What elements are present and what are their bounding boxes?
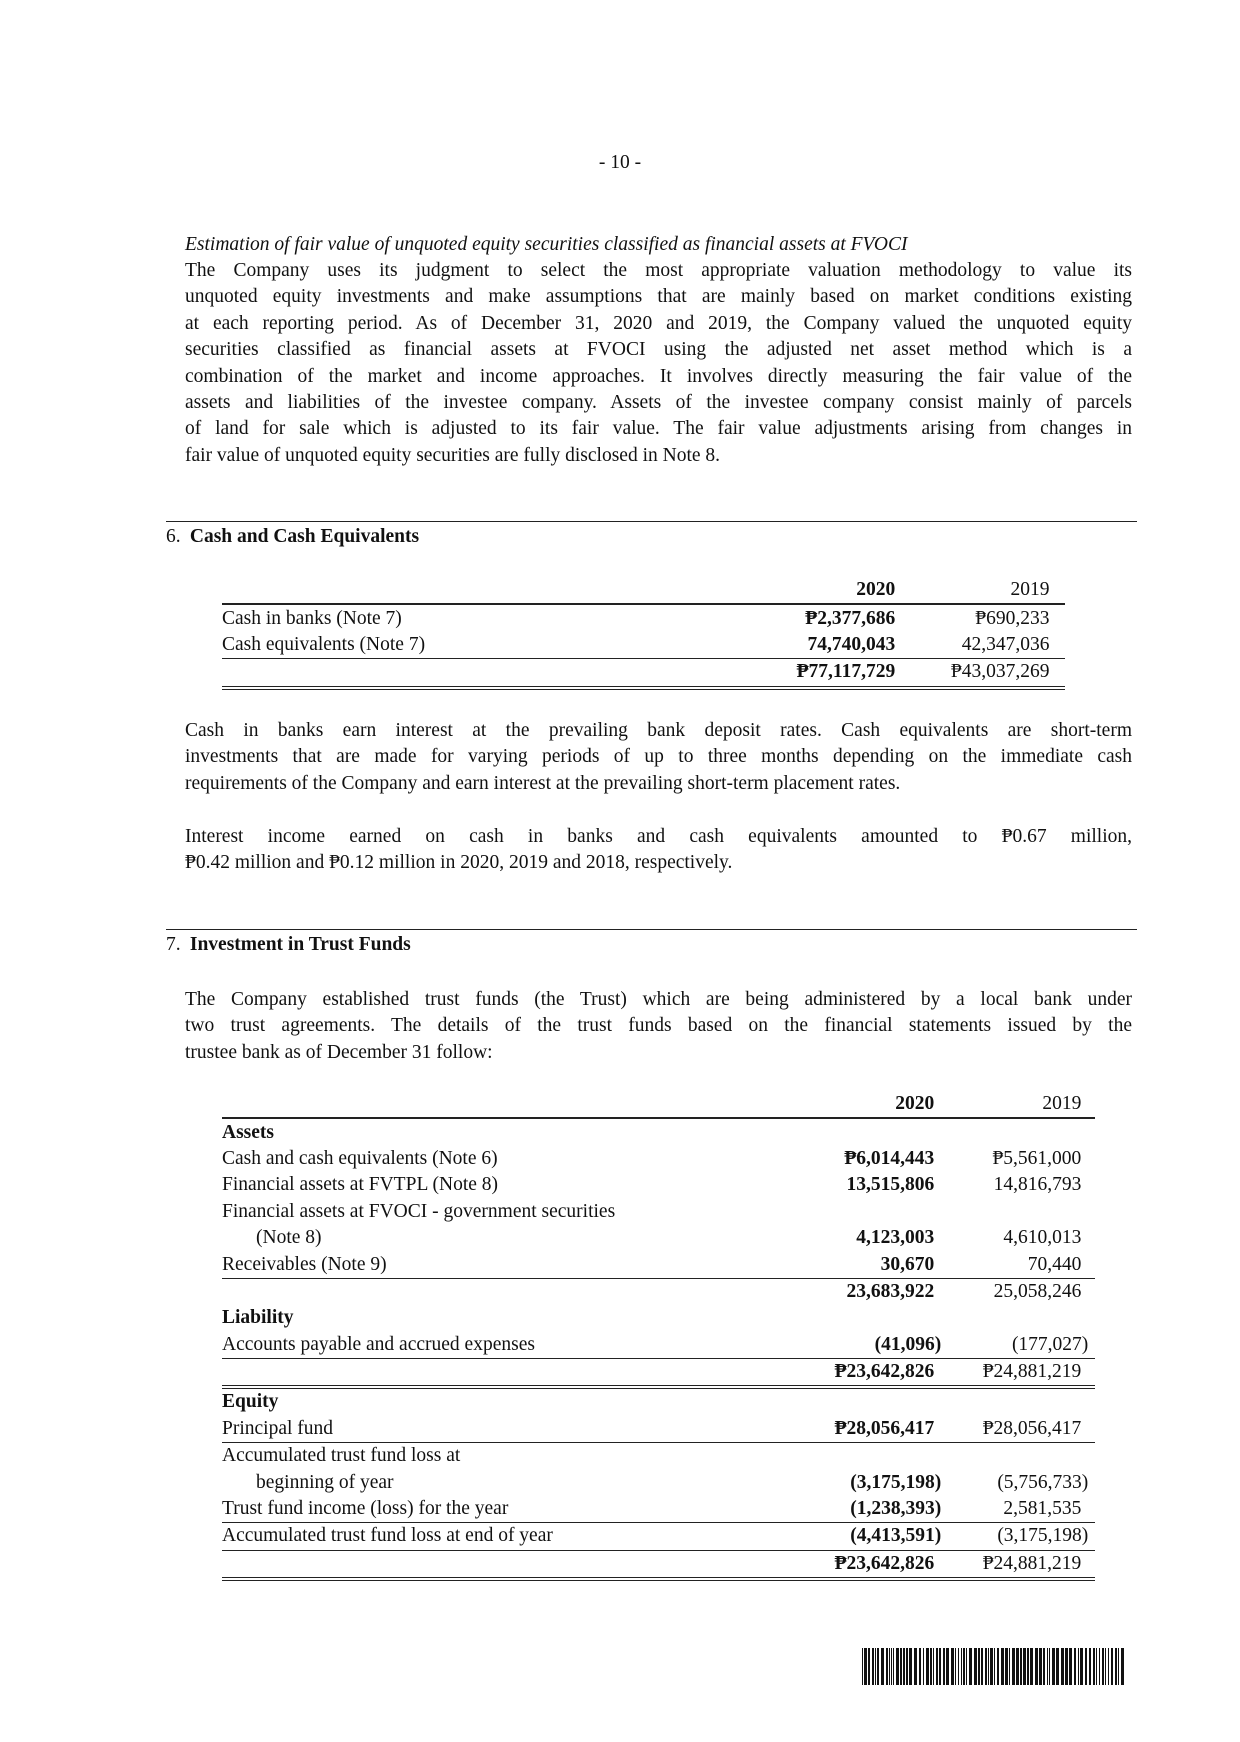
barcode-bar xyxy=(906,1648,908,1685)
barcode-bar xyxy=(990,1648,993,1685)
table-row xyxy=(222,1251,1095,1278)
barcode-bar xyxy=(877,1648,879,1685)
spacer-cell xyxy=(1088,1278,1095,1305)
row-label: Receivables (Note 9) xyxy=(222,1251,794,1278)
spacer-cell xyxy=(1088,1225,1095,1251)
value-2020 xyxy=(934,1122,941,1143)
text-line: investments that are made for varying periods of up to three months depending on the immediate cash xyxy=(185,746,1132,768)
table-row xyxy=(222,1199,1095,1225)
value-2019: ₱5,561,000 xyxy=(992,1147,1082,1169)
barcode-bar xyxy=(943,1648,945,1685)
row-label: Cash in banks (Note 7) xyxy=(222,607,402,629)
year-header: 2019 xyxy=(1010,579,1050,601)
spacer-cell xyxy=(1056,659,1065,688)
spacer-cell xyxy=(1056,604,1065,631)
value-2020: (41,096) xyxy=(874,1333,942,1355)
barcode-bar xyxy=(961,1648,962,1685)
value-2019: ₱24,881,219 xyxy=(982,1552,1082,1574)
value-2019: 14,816,793 xyxy=(993,1174,1082,1196)
table-row xyxy=(222,1550,1095,1579)
barcode-bar xyxy=(1108,1648,1109,1685)
text-line: assets and liabilities of the investee company. Assets of the investee company consist mainly of parcels xyxy=(185,391,1132,413)
text-line: ₱0.42 million and ₱0.12 million in 2020, 2019 and 2018, respectively. xyxy=(185,852,733,874)
barcode-bar xyxy=(1074,1648,1076,1685)
barcode-bar xyxy=(1105,1648,1106,1685)
page-number: - 10 - xyxy=(598,152,642,173)
barcode-bar xyxy=(974,1648,977,1685)
barcode-bar xyxy=(939,1648,941,1685)
text-line: requirements of the Company and earn interest at the prevailing short-term placement rates. xyxy=(185,772,901,794)
spacer-cell xyxy=(1088,1199,1095,1225)
value-2020: 23,683,922 xyxy=(846,1280,935,1302)
barcode-bar xyxy=(864,1648,867,1685)
year-header: 2020 xyxy=(856,579,896,601)
spacer-cell xyxy=(1056,577,1065,604)
row-label: Financial assets at FVTPL (Note 8) xyxy=(222,1174,499,1196)
barcode-bar xyxy=(1096,1648,1097,1685)
barcode-bar xyxy=(909,1648,912,1685)
section-title: Cash and Cash Equivalents xyxy=(189,526,420,547)
barcode-bar xyxy=(1118,1648,1119,1685)
value-2019: 2,581,535 xyxy=(1003,1498,1082,1520)
barcode-bar xyxy=(1115,1648,1117,1685)
value-2020: 30,670 xyxy=(880,1253,935,1275)
text-line: fair value of unquoted equity securities are fully disclosed in Note 8. xyxy=(185,444,721,466)
spacer-cell xyxy=(1088,1305,1095,1331)
row-label: Financial assets at FVOCI - government securities xyxy=(222,1200,616,1222)
table-row xyxy=(222,1225,1095,1251)
value-2020: ₱23,642,826 xyxy=(834,1552,935,1574)
text-line: Cash in banks earn interest at the prevailing bank deposit rates. Cash equivalents are short-term xyxy=(185,720,1132,741)
row-label: Accounts payable and accrued expenses xyxy=(222,1332,794,1359)
value-2020: (1,238,393) xyxy=(850,1498,942,1520)
barcode-bar xyxy=(1078,1648,1079,1685)
year-header: 2020 xyxy=(895,1093,935,1115)
row-label: Equity xyxy=(222,1391,279,1413)
value-2020: ₱2,377,686 xyxy=(805,607,896,629)
value-2019: (5,756,733) xyxy=(997,1471,1089,1493)
barcode-bar xyxy=(1001,1648,1004,1685)
barcode-bar xyxy=(1056,1648,1059,1685)
barcode-bar xyxy=(1069,1648,1072,1685)
value-2020: (4,413,591) xyxy=(850,1525,942,1547)
spacer-cell xyxy=(1088,1469,1095,1495)
row-label: Assets xyxy=(222,1121,274,1143)
row-label xyxy=(222,659,748,688)
value-2019 xyxy=(1081,1307,1088,1328)
barcode-bar xyxy=(1052,1648,1055,1685)
barcode-bar xyxy=(1102,1648,1104,1685)
barcode-bar xyxy=(1012,1648,1015,1685)
barcode-bar xyxy=(1043,1648,1045,1685)
value-2019: ₱28,056,417 xyxy=(982,1417,1082,1439)
barcode-bar xyxy=(963,1648,965,1685)
section-number: 7. xyxy=(166,934,181,955)
section-number: 6. xyxy=(166,526,181,547)
table-row xyxy=(222,1146,1095,1172)
text-line: unquoted equity investments and make assumptions that are mainly based on market conditions existing xyxy=(185,286,1132,308)
table-row xyxy=(222,1387,1095,1415)
barcode-bar xyxy=(1093,1648,1095,1685)
value-2019 xyxy=(1081,1201,1088,1222)
value-2020: 4,123,003 xyxy=(856,1227,935,1249)
table-row xyxy=(222,1496,1095,1523)
value-2020 xyxy=(934,1391,941,1412)
barcode-bar xyxy=(1027,1648,1029,1685)
section-title: Investment in Trust Funds xyxy=(189,934,411,955)
spacer-cell xyxy=(1088,1523,1095,1550)
barcode-bar xyxy=(1016,1648,1019,1685)
barcode-bar xyxy=(896,1648,899,1685)
barcode-bar xyxy=(919,1648,921,1685)
row-label: Principal fund xyxy=(222,1416,794,1443)
row-label: Liability xyxy=(222,1307,294,1329)
barcode-bar xyxy=(985,1648,987,1685)
cash-interest-paragraph xyxy=(185,718,1132,797)
value-2019: 70,440 xyxy=(1027,1253,1082,1275)
table-header-row xyxy=(222,577,1065,604)
estimation-paragraph xyxy=(185,258,1132,469)
row-label: Accumulated trust fund loss at end of year xyxy=(222,1523,794,1550)
barcode-bar xyxy=(893,1648,894,1685)
value-2019: ₱43,037,269 xyxy=(950,661,1050,683)
barcode-bar xyxy=(1065,1648,1068,1685)
barcode xyxy=(862,1648,1129,1685)
barcode-bar xyxy=(862,1648,863,1685)
spacer-cell xyxy=(1088,1251,1095,1278)
barcode-bar xyxy=(1047,1648,1048,1685)
spacer-cell xyxy=(1088,1091,1095,1118)
barcode-bar xyxy=(891,1648,892,1685)
row-label: Accumulated trust fund loss at xyxy=(222,1445,461,1467)
spacer-cell xyxy=(1088,1172,1095,1198)
table-header-row xyxy=(222,1091,1095,1118)
interest-income-paragraph xyxy=(185,824,1132,877)
barcode-bar xyxy=(1020,1648,1022,1685)
barcode-bar xyxy=(1030,1648,1033,1685)
table-row xyxy=(222,1469,1095,1495)
year-header: 2019 xyxy=(1042,1093,1082,1115)
value-2020: ₱77,117,729 xyxy=(796,661,896,683)
row-label xyxy=(222,1550,794,1579)
barcode-bar xyxy=(988,1648,989,1685)
value-2020: ₱28,056,417 xyxy=(834,1417,935,1439)
cash-equivalents-table xyxy=(222,577,1065,690)
value-2020 xyxy=(934,1445,941,1466)
row-label xyxy=(222,1358,794,1387)
spacer-cell xyxy=(1088,1358,1095,1387)
trust-funds-paragraph xyxy=(185,987,1132,1066)
table-row xyxy=(222,1172,1095,1198)
value-2019: 42,347,036 xyxy=(961,633,1050,655)
value-2020: (3,175,198) xyxy=(850,1471,942,1493)
value-2019: 25,058,246 xyxy=(993,1280,1082,1302)
table-row xyxy=(222,1118,1095,1145)
value-2019: (177,027) xyxy=(1011,1333,1089,1355)
value-2019: (3,175,198) xyxy=(997,1525,1089,1547)
value-2019 xyxy=(1081,1445,1088,1466)
spacer-cell xyxy=(1088,1118,1095,1145)
barcode-bar xyxy=(966,1648,967,1685)
value-2019 xyxy=(1081,1391,1088,1412)
barcode-bar xyxy=(1023,1648,1026,1685)
table-row xyxy=(222,1358,1095,1387)
value-2019: ₱24,881,219 xyxy=(982,1361,1082,1383)
value-2020 xyxy=(934,1201,941,1222)
barcode-bar xyxy=(1005,1648,1008,1685)
text-line: of land for sale which is adjusted to its fair value. The fair value adjustments arising from changes in xyxy=(185,418,1132,440)
table-row xyxy=(222,1305,1095,1331)
barcode-bar xyxy=(1085,1648,1087,1685)
barcode-bar xyxy=(1089,1648,1091,1685)
value-2019: ₱690,233 xyxy=(975,607,1050,629)
section-divider xyxy=(166,929,1137,930)
trust-funds-table xyxy=(222,1091,1095,1581)
barcode-bar xyxy=(1009,1648,1010,1685)
barcode-bar xyxy=(868,1648,870,1685)
text-line: The Company established trust funds (the Trust) which are being administered by a local bank under xyxy=(185,989,1132,1010)
text-line: combination of the market and income approaches. It involves directly measuring the fair value of the xyxy=(185,365,1132,387)
spacer-cell xyxy=(1088,1332,1095,1359)
value-2020: ₱6,014,443 xyxy=(844,1147,935,1169)
header-cell xyxy=(222,1091,794,1118)
barcode-bar xyxy=(872,1648,874,1685)
row-label: beginning of year xyxy=(256,1471,394,1493)
value-2020: 13,515,806 xyxy=(846,1174,935,1196)
row-label: (Note 8) xyxy=(256,1227,322,1249)
barcode-bar xyxy=(997,1648,999,1685)
row-label: Trust fund income (loss) for the year xyxy=(222,1496,794,1523)
spacer-cell xyxy=(1088,1443,1095,1470)
value-2020: 74,740,043 xyxy=(807,633,896,655)
spacer-cell xyxy=(1088,1146,1095,1172)
section-7-heading xyxy=(166,934,411,956)
table-row xyxy=(222,632,1065,659)
barcode-bar xyxy=(1111,1648,1113,1685)
barcode-bar xyxy=(951,1648,954,1685)
spacer-cell xyxy=(1088,1550,1095,1579)
table-row xyxy=(222,1332,1095,1359)
barcode-bar xyxy=(946,1648,949,1685)
text-line: trustee bank as of December 31 follow: xyxy=(185,1041,493,1063)
barcode-bar xyxy=(955,1648,956,1685)
value-2019: 4,610,013 xyxy=(1003,1227,1082,1249)
spacer-cell xyxy=(1056,632,1065,659)
barcode-bar xyxy=(994,1648,995,1685)
barcode-bar xyxy=(969,1648,972,1685)
barcode-bar xyxy=(1099,1648,1100,1685)
barcode-bar xyxy=(881,1648,884,1685)
barcode-bar xyxy=(1121,1648,1124,1685)
barcode-bar xyxy=(926,1648,929,1685)
barcode-bar xyxy=(914,1648,917,1685)
barcode-bar xyxy=(930,1648,932,1685)
table-row xyxy=(222,1443,1095,1470)
barcode-bar xyxy=(903,1648,905,1685)
barcode-bar xyxy=(933,1648,934,1685)
spacer-cell xyxy=(1088,1387,1095,1415)
text-line: at each reporting period. As of December 31, 2020 and 2019, the Company valued the unquoted equity xyxy=(185,312,1132,334)
row-label xyxy=(222,1278,794,1305)
barcode-bar xyxy=(936,1648,938,1685)
section-6-heading xyxy=(166,526,419,548)
table-row xyxy=(222,659,1065,688)
barcode-bar xyxy=(978,1648,980,1685)
barcode-bar xyxy=(923,1648,924,1685)
barcode-bar xyxy=(1049,1648,1050,1685)
barcode-bar xyxy=(1080,1648,1083,1685)
spacer-cell xyxy=(1088,1496,1095,1523)
barcode-bar xyxy=(889,1648,890,1685)
barcode-bar xyxy=(1035,1648,1038,1685)
barcode-bar xyxy=(958,1648,959,1685)
text-line: The Company uses its judgment to select the most appropriate valuation methodology to value its xyxy=(185,260,1132,281)
table-row xyxy=(222,1278,1095,1305)
value-2019 xyxy=(1081,1122,1088,1143)
text-line: two trust agreements. The details of the trust funds based on the financial statements issued by the xyxy=(185,1015,1132,1037)
estimation-heading: Estimation of fair value of unquoted equity securities classified as financial assets at FVOCI xyxy=(185,234,908,255)
barcode-bar xyxy=(1061,1648,1064,1685)
table-row xyxy=(222,1416,1095,1443)
text-line: Interest income earned on cash in banks and cash equivalents amounted to ₱0.67 million, xyxy=(185,826,1132,847)
text-line: securities classified as financial assets at FVOCI using the adjusted net asset method which is a xyxy=(185,339,1132,361)
row-label: Cash equivalents (Note 7) xyxy=(222,632,748,659)
row-label: Cash and cash equivalents (Note 6) xyxy=(222,1147,498,1169)
table-row xyxy=(222,604,1065,631)
barcode-bar xyxy=(875,1648,876,1685)
barcode-bar xyxy=(981,1648,983,1685)
value-2020 xyxy=(934,1307,941,1328)
barcode-bar xyxy=(1039,1648,1042,1685)
header-cell xyxy=(222,577,748,604)
spacer-cell xyxy=(1088,1416,1095,1443)
barcode-bar xyxy=(900,1648,902,1685)
value-2020: ₱23,642,826 xyxy=(834,1361,935,1383)
table-row xyxy=(222,1523,1095,1550)
section-divider xyxy=(166,521,1137,522)
barcode-bar xyxy=(886,1648,888,1685)
